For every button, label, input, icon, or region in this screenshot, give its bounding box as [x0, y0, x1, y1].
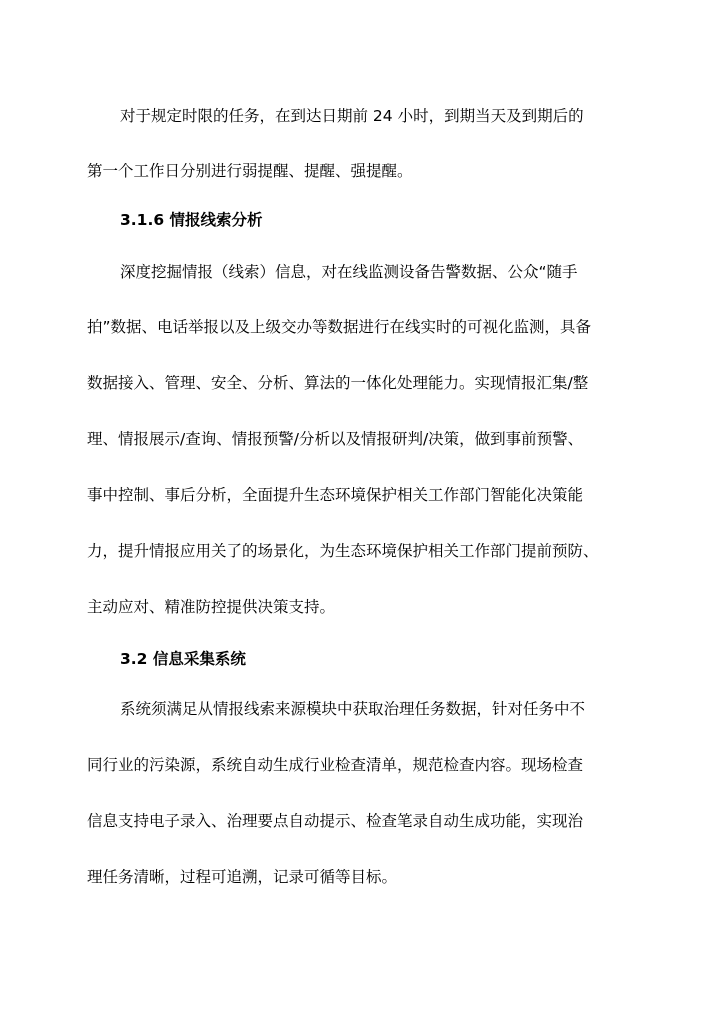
paragraph-line: 同行业的污染源，系统自动生成行业检查清单，规范检查内容。现场检查 — [87, 756, 584, 774]
paragraph-line: 主动应对、精准防控提供决策支持。 — [87, 598, 336, 616]
paragraph-line: 拍”数据、电话举报以及上级交办等数据进行在线实时的可视化监测，具备 — [87, 318, 592, 336]
paragraph-line: 系统须满足从情报线索来源模块中获取治理任务数据，针对任务中不 — [120, 700, 586, 718]
paragraph-line: 信息支持电子录入、治理要点自动提示、检查笔录自动生成功能，实现治 — [87, 812, 584, 830]
paragraph-line: 数据接入、管理、安全、分析、算法的一体化处理能力。实现情报汇集/整 — [87, 374, 589, 392]
paragraph-line: 深度挖掘情报（线索）信息，对在线监测设备告警数据、公众“随手 — [120, 263, 578, 281]
section-heading-3-1-6: 3.1.6 情报线索分析 — [120, 211, 263, 229]
paragraph-line: 对于规定时限的任务，在到达日期前 24 小时，到期当天及到期后的 — [120, 107, 584, 125]
paragraph-line: 事中控制、事后分析，全面提升生态环境保护相关工作部门智能化决策能 — [87, 486, 584, 504]
paragraph-line: 理、情报展示/查询、情报预警/分析以及情报研判/决策，做到事前预警、 — [87, 430, 584, 448]
paragraph-line: 第一个工作日分别进行弱提醒、提醒、强提醒。 — [87, 162, 413, 180]
section-heading-3-2: 3.2 信息采集系统 — [120, 650, 246, 668]
paragraph-line: 理任务清晰，过程可追溯，记录可循等目标。 — [87, 868, 398, 886]
paragraph-line: 力，提升情报应用关了的场景化，为生态环境保护相关工作部门提前预防、 — [87, 542, 599, 560]
